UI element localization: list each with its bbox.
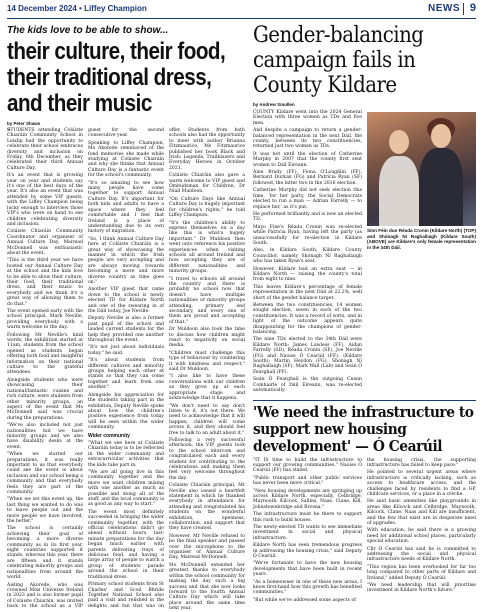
article-paragraph: Aine Brady (FF), Fiona O'Loughlin (FF), Bernard Durkan (FG) and Patricia Ryan (SF) followed, the latter two in the 2016 election. (253, 170, 362, 186)
article-paragraph: Alongside students who were showcasing their national/fantastic cuisine and rich culture, were students from other minority groups, an aspect of the event that Ms McDonnell said was crucial during the preparations. (7, 377, 83, 421)
article-paragraph: Dr Muldoon also took the time to discuss how children might react to negativity on social media. (169, 327, 245, 349)
article-paragraph: "We're fortunate to have the new housing developments that have been built in recent years. (253, 561, 362, 578)
article-paragraph: "This is the third year we have hosted our Annual Culture Day at the school and the kids love to be able to show their culture, their food, their traditional dress, and their music to everybody and we think it's a great way of allowing them to do that." (7, 258, 83, 307)
article-kicker: The kids love to be able to show... (7, 25, 169, 36)
article-paragraph: "I also like to have these conversations with our children as they grow up at each appropriate stage and acknowledge that it happens. (169, 374, 245, 402)
article-paragraph: "I travel to schools all around the country and there is probably no school now that doesn't have multiple nationalities or minority groups attending, primary and secondary, and every one of them are proud and accepting of that." (169, 276, 245, 325)
article-paragraph: "We don't need to say don't listen to it, it's out there. We need to acknowledge that it will happen; children will come across it, and they should feel free to talk to an adult about it." (169, 403, 245, 436)
article-paragraph: And despite a campaign to return a gender-balanced representation in the next Dáil, the county, between its two constituencies, returned just two women as TDs. (253, 128, 362, 150)
article-paragraph: Following Mr Neville's kind words, the exhibition started at 11am, students from the school opened as students began offering both food and insightful information on their national culture to the grateful attendees. (7, 332, 83, 376)
page-header (0, 0, 482, 22)
article-paragraph: The school is certainly achieving their goal of becoming a more diverse community as in its first year, eight countries supported it stands, whereas this year, there are fifteen and it stands celebrating minority groups and nationalities from around the world. (7, 526, 83, 581)
article-paragraph: Another VIP guest that came down to the school is newly elected TD for Kildare North and one of the swearing in of the Dáil today, Joe Neville. (88, 287, 164, 314)
article-paragraph: Mayo Fine's Réada Cronin was re-elected while Patricia Ryan, having left the party (as unsuccessfully for re-election in Kildare South. (253, 224, 362, 246)
article-paragraph: "We need leadership that will prioritise investment in Kildare North's future." (367, 583, 476, 594)
article-paragraph: It was not until the election of Catherine Murphy in 2007 that the county first sent women to Dáil Éireann. (253, 151, 362, 168)
article-paragraph: Speaking to Liffey Champion, Ms Akorede reminisced of the fond memories she made while studying at Coláiste Chiaráin and why she thinks that Annual Culture Day is a fantastic event for the school's community. (88, 140, 164, 179)
article-paragraph: Aisling Akorede, who was crowned Miss Universe Ireland in 2023 and is also former pupil of Coláiste Chiaráin, was invited back to the school as a VIP guest for the second consecutive year. (7, 128, 164, 610)
gender-campaign-headline: Gender-balancing campaign fails in County Kildare (253, 23, 424, 98)
article-paragraph: The event opened early with the school principal, Mark Neville, providing everybody with a warm welcome to the day. (7, 309, 83, 331)
article-paragraph: Coláiste Chiaráin Community Coordinator and organiser of Annual Culture Day, Mairead McDonnell was enthusiastic about the event. (7, 229, 83, 256)
article-paragraph: Seán Ó Fearghaíl is the outgoing Ceann Comhairle of Dáil Éireann, was re-elected automatically. (253, 377, 362, 394)
article-paragraph: "Public transport and other public services has never been more critical." (253, 475, 362, 487)
gender-campaign-body (253, 110, 476, 396)
page-number: 9 (469, 2, 476, 14)
article-byline: by Peter Shaws (7, 121, 41, 126)
article-paragraph: "As a homeowner in one of these new areas, I know first-hand how this growth has benefited communities." (253, 579, 362, 596)
article-paragraph: "It's about students from different cultures and minority groups helping each other at stands so that they can come together and learn from one another." (88, 358, 164, 391)
article-paragraph: "On Culture Days like Annual Culture Day is hugely important for children's rights," he told Liffey Champion. (169, 196, 245, 219)
article-paragraph: Kildare North has seen tremendous progress in addressing the housing crisis," said Deputy Ó Cearúil. (253, 543, 362, 559)
infrastructure-headline: 'We need the infrastructure to support new housing development' — Ó Cearúil (253, 402, 474, 455)
article-paragraph: Primary school students from St Charles' and Scoil Bhríde Together National School also paid a visit and relished in the delights and fun that was on offer. Students from both schools also had the opportunity to meet with author Brianna Fitzmaurice, Ms Fitzmaurice published her book Black and Irish: Legends, Trailblazers and Everyday Heroes in October 2021. (88, 128, 245, 609)
date-and-paper: 14 December 2024 • Liffey Champion (7, 4, 147, 13)
article-paragraph: With education, he said there is a growing need for additional school places, particularly special education. (367, 528, 476, 545)
section-label: NEWS (428, 3, 460, 14)
article-paragraph: "IT IS time to build the infrastructure to support our growing communities," Naoise Ó Cearúil (FF) has stated. (253, 457, 362, 474)
article-paragraph: This leaves Kildare's percentage of female representation in the next Dáil at 22.2%, well short of the gender balance target. (253, 284, 362, 301)
header-separator (463, 3, 464, 15)
article-paragraph: "But while we've addressed some aspects of (253, 597, 356, 603)
article-paragraph: Alongside his appreciation for the students taking part in the exhibition, Deputy Neville spoke about how the children's positive experience from today will be seen within the wider community. (88, 392, 164, 431)
gender-campaign-column-2 (367, 110, 476, 396)
article-paragraph: Following a very successful afternoon, the VIP guests took to the school intercom and congratulated each and every student for contributing to the celebrations and making them feel very welcome throughout the day. (169, 437, 245, 481)
article-paragraph: STUDENTS attending Coláiste Chiaráin Community School in Leixlip had the opportunity to celebrate their school embraces diversity and inclusion on Friday, 6th December, as they celebrated their third Annual Culture Day. (7, 128, 83, 171)
article-paragraph: "Children must challenge this type of behaviour by countering it with kindness and respect," said Dr Muldoon. (169, 350, 245, 373)
article-paragraph: "So, I think Annual Culture Day here at Coláiste Chiaráin is a great way of showcasing the manner in which the Irish people are very accepting and are always moving towards becoming a more and more diverse country as time goes on." (88, 236, 164, 285)
article-paragraph: Cllr Ó Cearúil has said he is committed to addressing the social and physical infrastructure needs of Kildare North. (367, 546, 476, 563)
article-subhead: Wider community (88, 432, 130, 439)
infrastructure-body (253, 458, 476, 606)
header-rule (7, 18, 476, 19)
article-paragraph: "This region has been overlooked for far too long compared to other parts of Kildare and Ireland," added Deputy Ó Cearúil. (367, 564, 476, 581)
article-paragraph: "We are all going live in this community together and the more we want children mixing with one another as much as possible and doing all of the stuff, and the local community is as good as any way to start." (88, 469, 164, 508)
article-paragraph: The event most definitely succeeded in bringing the wider community together, with the official celebrations didn't go ahead without hours, last-minute preparations for the day began much earlier with parents delivering trays of delicious food, and having a large array of people to watch a group of students parade around the school in their traditional dress. (88, 509, 164, 580)
article-paragraph: Coláiste Chiaráin principal, Mr Neville also issued a heartfelt statement in which he thanked everybody in attendance for attending and congratulated his students on the wonderful exhibition, openness, collaboration, and support that they have created. (169, 483, 245, 532)
article-headline: their culture, their food, their traditional dress, and their music (7, 38, 226, 117)
right-column (253, 22, 476, 603)
article-paragraph: However, Kildare had an extra seat — in Kildare North — raising the county's total from eight to nine. (253, 266, 362, 283)
culture-day-article (7, 22, 245, 612)
article-paragraph: "It's not just about individuals today," he said. (88, 345, 164, 356)
article-paragraph: "When we started our preparations, it was really important to us that everybody could see the event is about inclusion and our school being a community and that everybody feels they are part of the community. (7, 452, 83, 495)
article-paragraph: "It's the children's ability to express themselves on a day like this is what's hugely important." Dr Muldoon then went onto reference his positive experiences when visiting schools all around Ireland and how accepting they are of different nationalities and minority groups. (169, 220, 245, 275)
infrastructure-column-2 (367, 458, 476, 606)
article-paragraph: "It's so amazing to see how many people have come together to support Annual Culture Day. It's important for both kids and adults to have a space where they feel comfortable and I feel that Ireland is a place of understanding due to its own history of migration. (88, 180, 164, 235)
infrastructure-column-1 (253, 458, 362, 606)
gender-campaign-byline: by Andrew Smullen (253, 102, 295, 107)
article-paragraph: "We've also included not just nationalities but we have minority groups and we also have disability desks at the event. (7, 423, 83, 450)
article-paragraph: He pointed to several urgent areas where infrastructure is critically lacking, such as access to healthcare access, and the challenges faced by residents to find a GP, childcare services, or a place in a crèche. (367, 470, 476, 497)
article-paragraph: Also, in Kildare South, Kildare County Councillor, namely Shónagh Ní Raghallaigh who has taken Ryan's seat. (253, 248, 362, 265)
article-paragraph: The newly-elected TD wants to see immediate investment in social and physical infrastructure. (253, 524, 362, 541)
article-paragraph: Between the two constituencies, 14 women sought election, seven in each of the two constituencies. It was a record of sorts, and in light of the outcome appears quite disappointing for the champions of gender-balancing. (253, 303, 362, 336)
article-paragraph: The infrastructure must be there to support this rush to build houses. (253, 512, 362, 523)
article-paragraph: "What we see here at Coláiste Chiaráin today is to be reflected in the wider community and extracurricular activities that the kids take part in. (88, 440, 164, 468)
td-photo (367, 112, 476, 226)
article-paragraph: COUNTY Kildare went into the 2024 General Election with three women as TDs and five men. (253, 110, 362, 126)
article-body (7, 128, 245, 612)
article-paragraph: Coláiste Chiaráin also gave a warm welcome to VIP guest and Ombudsman for Children, Dr Niall Muldoon. (169, 173, 245, 195)
article-paragraph: He said basic amenities like playgrounds in areas like Kilcock and Celbridge, Maynooth, Kilcock, Clane, Naas and Kill are insufficient, and the few that exist are in desperate need of upgrades. (367, 499, 476, 526)
article-paragraph: "When we set this event up, the last thing we wanted to do was to leave people out and the more people we have involved, the better." (7, 497, 83, 525)
photo-caption: Sinn Féin duo Réada Cronin (Kildare North) (TOP) and Shónagh Ní Raghallaigh (Kildare South) (ABOVE) are Kildare's only female representation in the 34th Dáil. (367, 228, 476, 250)
article-paragraph: However, Mr Neville refused to be the final speaker and passed over the microphone to the organiser of Annual Culture Day, Mairead McDonnell. (169, 533, 245, 561)
article-paragraph: It's an event that is growing year on year and students say it's one of the best days of the year. It's also an event that was attended by some VIP guests, with the Liffey Champion being lucky enough to interview those VIP's who were on hand to see children celebrating diversity and inclusion. (7, 173, 83, 227)
story-divider (253, 400, 476, 401)
article-paragraph: Catherine Murphy did not seek election this time, 'for her party, the Social Democrats elected to run a man — Adrian Farrelly — to replace her,' as it's put. (253, 188, 362, 210)
article-paragraph: "New housing developments are springing up across Kildare North, especially, Celbridge, Maynooth, Kilcock, Sallins, Naas, Clane, Kill, Johnstownbridge and Brosna." (253, 488, 362, 510)
article-paragraph: The nine TDs elected to the 34th Dáil were Kildare North: James Lawless (FF), Aidan Farrelly (SD), Réada Cronin (SF), Joe Neville (FG) and Naoise Ó Cearúil (FF). (Kildare South): Martin Heydon (FG), Shónagh Ní Raghallaigh (SF), Mark Wall (Lab) and Seán Ó Fearghaíl (FF). (253, 337, 362, 375)
gender-campaign-column-1 (253, 110, 362, 396)
article-paragraph: Deputy Neville is also a former past pupil of the school and lauded current students for the help they provided one another throughout the event. (88, 316, 164, 344)
article-paragraph: He performed brilliantly and is now an elected TD. (253, 211, 362, 223)
article-paragraph: Ms McDonnell extended her greatest thanks to everybody within the school community for making the day such a big success and that she now looks forward to the fourth Annual Culture Day which will take place around the same time next year. (169, 562, 245, 612)
article-paragraph: the housing crisis, the supporting infrastructure has failed to keep pace." (367, 457, 476, 468)
